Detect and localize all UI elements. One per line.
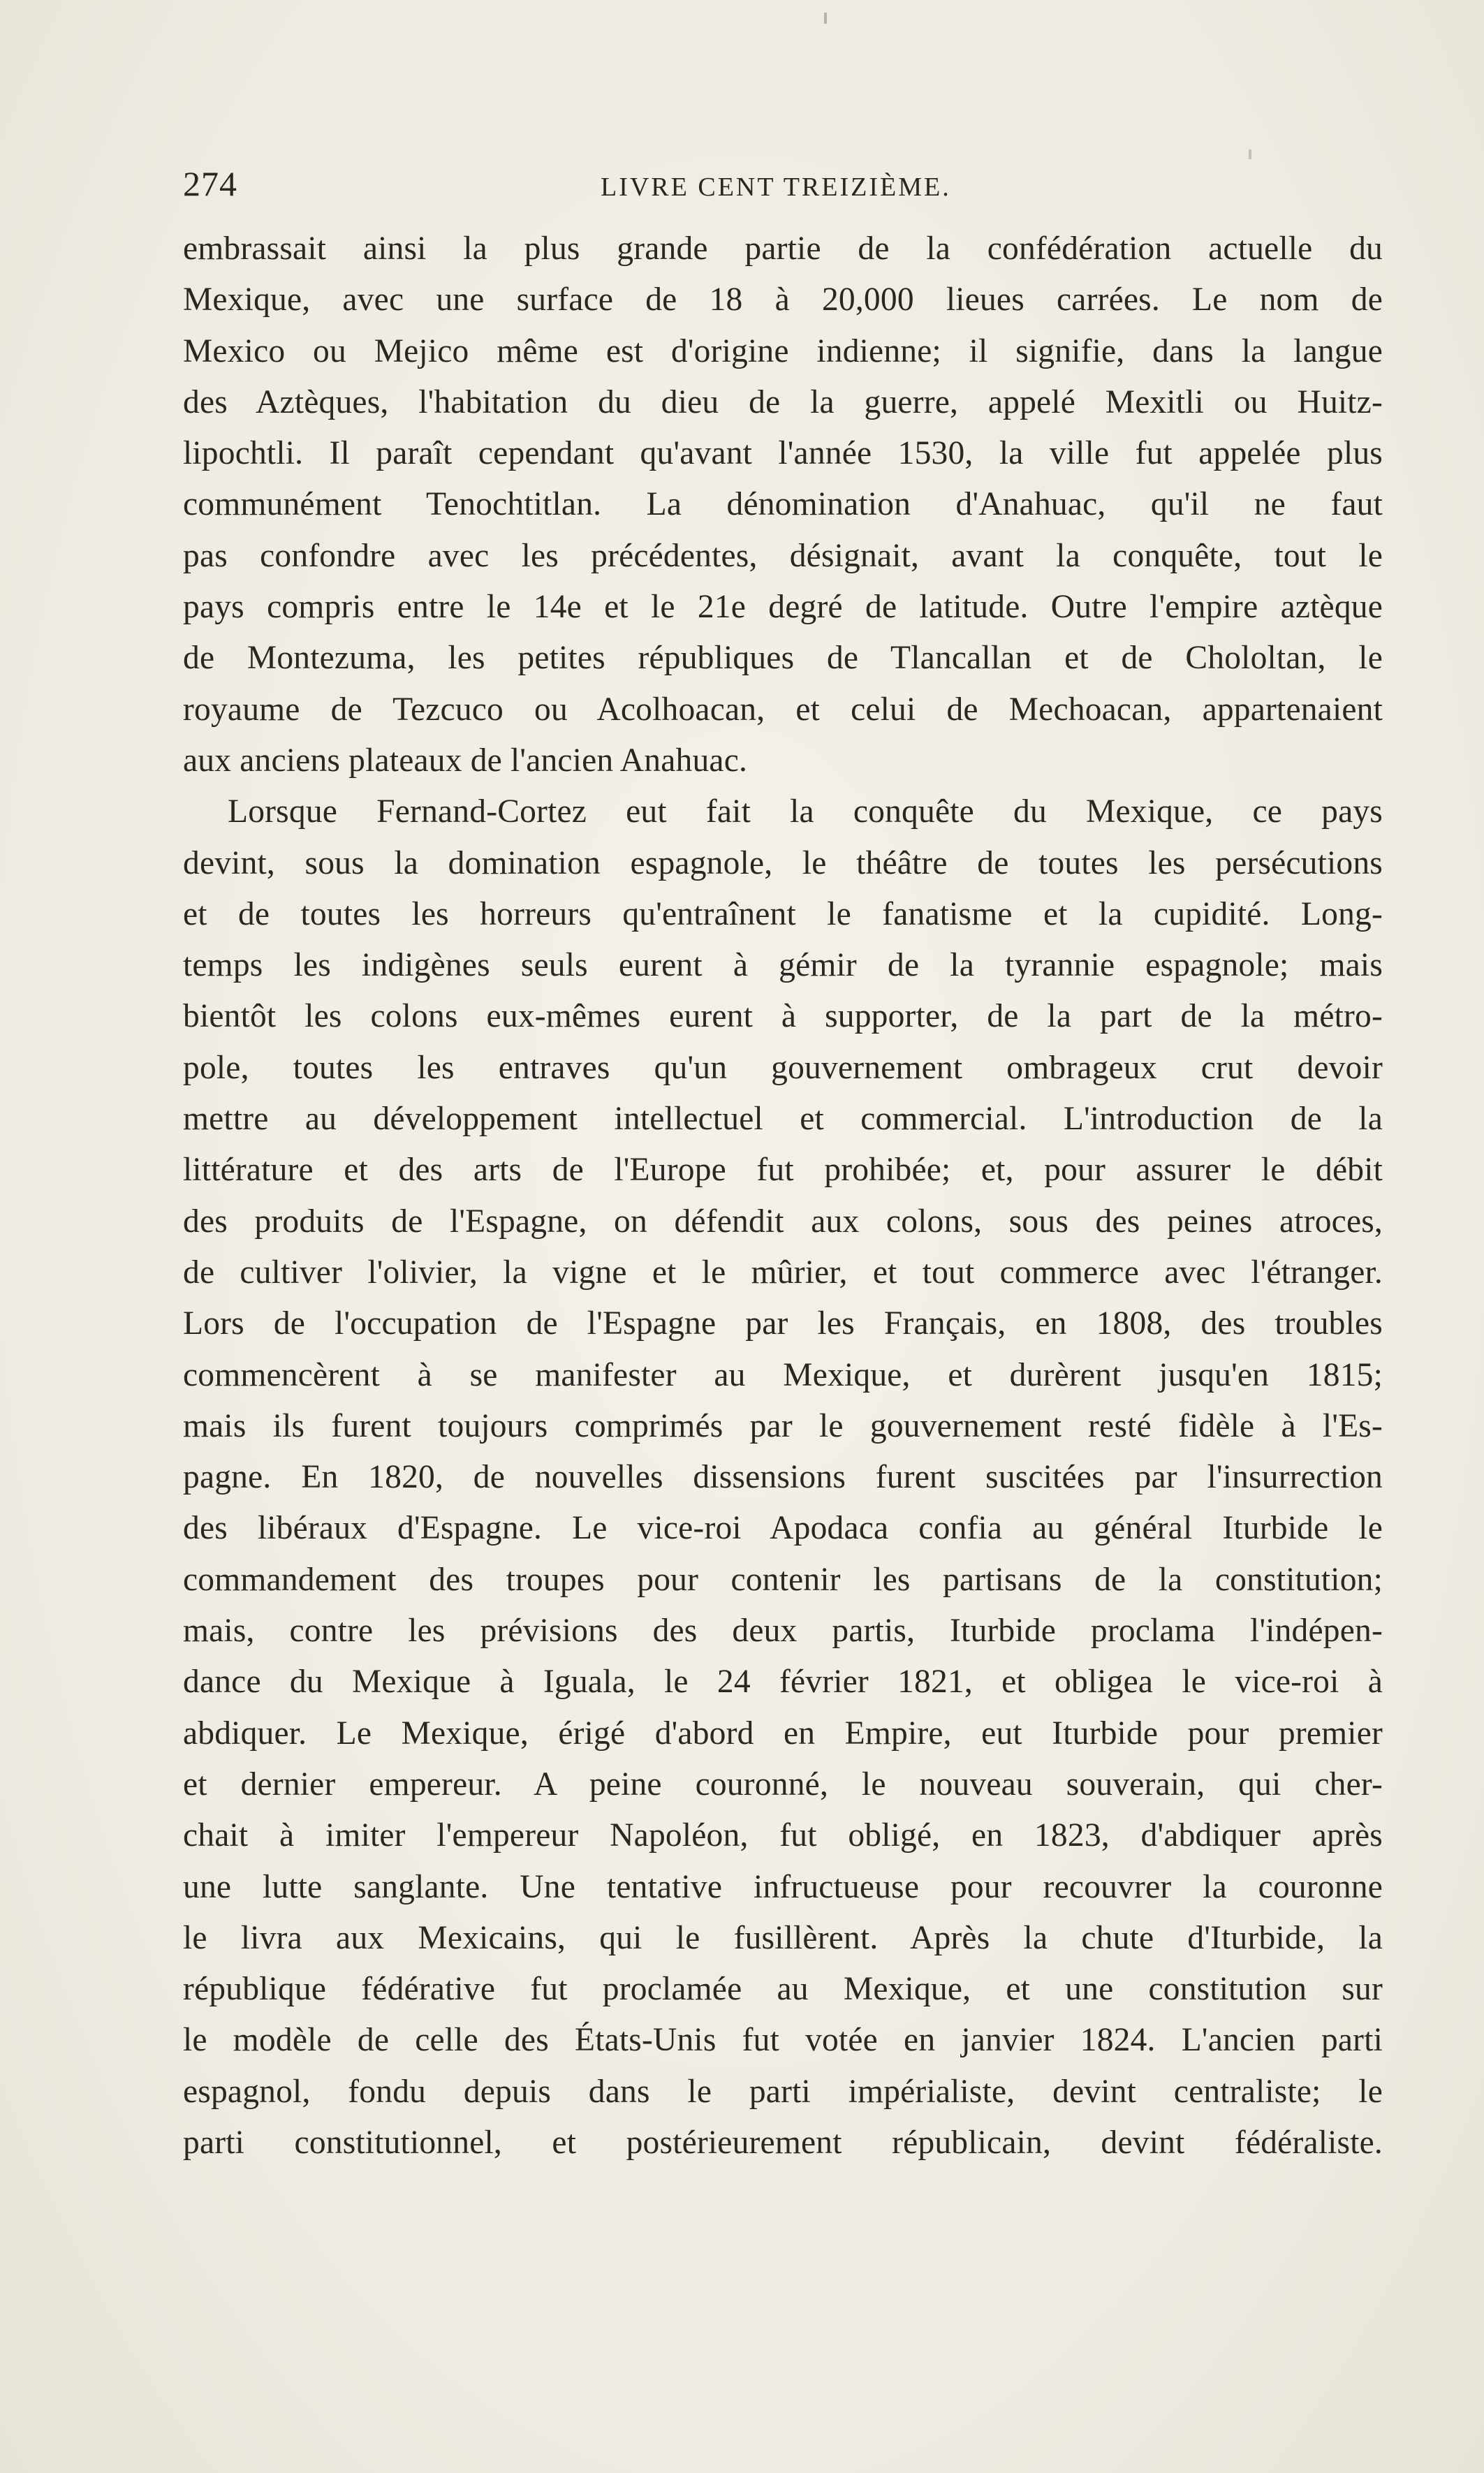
- page-speck: [1249, 149, 1251, 159]
- text-line: des produits de l'Espagne, on défendit aux colons, sous des peines atroces,: [183, 1203, 1383, 1240]
- text-line: le modèle de celle des États-Unis fut votée en janvier 1824. L'ancien parti: [183, 2022, 1383, 2059]
- text-line: mettre au développement intellectuel et commercial. L'introduction de la: [183, 1101, 1383, 1138]
- text-line: Mexico ou Mejico même est d'origine indienne; il signifie, dans la langue: [183, 332, 1383, 369]
- text-line: devint, sous la domination espagnole, le théâtre de toutes les persécutions: [183, 844, 1383, 881]
- text-line: république fédérative fut proclamée au Mexique, et une constitution sur: [183, 1971, 1383, 2008]
- text-line: et dernier empereur. A peine couronné, le nouveau souverain, qui cher-: [183, 1766, 1383, 1803]
- text-line: espagnol, fondu depuis dans le parti impérialiste, devint centraliste; le: [183, 2073, 1383, 2110]
- text-line: abdiquer. Le Mexique, érigé d'abord en Empire, eut Iturbide pour premier: [183, 1715, 1383, 1752]
- body-text: [183, 223, 1383, 2169]
- text-line: pays compris entre le 14e et le 21e degré de latitude. Outre l'empire aztèque: [183, 589, 1383, 626]
- text-line: pagne. En 1820, de nouvelles dissensions furent suscitées par l'insurrection: [183, 1459, 1383, 1496]
- running-head: [183, 159, 1356, 208]
- text-line: bientôt les colons eux-mêmes eurent à supporter, de la part de la métro-: [183, 998, 1383, 1035]
- text-line: pole, toutes les entraves qu'un gouvernement ombrageux crut devoir: [183, 1049, 1383, 1086]
- text-line: temps les indigènes seuls eurent à gémir de la tyrannie espagnole; mais: [183, 947, 1383, 984]
- text-line: commencèrent à se manifester au Mexique, et durèrent jusqu'en 1815;: [183, 1356, 1383, 1393]
- text-line: commandement des troupes pour contenir les partisans de la constitution;: [183, 1561, 1383, 1598]
- text-line: dance du Mexique à Iguala, le 24 février 1821, et obligea le vice-roi à: [183, 1664, 1383, 1701]
- text-line: chait à imiter l'empereur Napoléon, fut obligé, en 1823, d'abdiquer après: [183, 1817, 1383, 1854]
- text-line: communément Tenochtitlan. La dénomination d'Anahuac, qu'il ne faut: [183, 486, 1383, 523]
- text-line: de cultiver l'olivier, la vigne et le mûrier, et tout commerce avec l'étranger.: [183, 1254, 1383, 1291]
- paragraph-start-line: Lorsque Fernand-Cortez eut fait la conquête du Mexique, ce pays: [228, 793, 1383, 830]
- text-line: une lutte sanglante. Une tentative infructueuse pour recouvrer la couronne: [183, 1868, 1383, 1905]
- text-line: le livra aux Mexicains, qui le fusillèrent. Après la chute d'Iturbide, la: [183, 1919, 1383, 1956]
- text-line: royaume de Tezcuco ou Acolhoacan, et celui de Mechoacan, appartenaient: [183, 691, 1383, 728]
- text-line: des libéraux d'Espagne. Le vice-roi Apodaca confia au général Iturbide le: [183, 1510, 1383, 1547]
- text-line: Lors de l'occupation de l'Espagne par les Français, en 1808, des troubles: [183, 1305, 1383, 1342]
- page-number: 274: [183, 164, 237, 203]
- text-line: mais, contre les prévisions des deux partis, Iturbide proclama l'indépen-: [183, 1613, 1383, 1650]
- text-line: littérature et des arts de l'Europe fut prohibée; et, pour assurer le débit: [183, 1152, 1383, 1189]
- text-line: de Montezuma, les petites républiques de Tlancallan et de Chololtan, le: [183, 640, 1383, 677]
- text-line: pas confondre avec les précédentes, désignait, avant la conquête, tout le: [183, 537, 1383, 574]
- paragraph-end-line: aux anciens plateaux de l'ancien Anahuac.: [183, 742, 748, 779]
- text-line: lipochtli. Il paraît cependant qu'avant l'année 1530, la ville fut appelée plus: [183, 435, 1383, 472]
- text-line: parti constitutionnel, et postérieurement républicain, devint fédéraliste.: [183, 2124, 1383, 2161]
- text-line: des Aztèques, l'habitation du dieu de la guerre, appelé Mexitli ou Huitz-: [183, 383, 1383, 420]
- text-line: mais ils furent toujours comprimés par le gouvernement resté fidèle à l'Es-: [183, 1407, 1383, 1444]
- text-line: et de toutes les horreurs qu'entraînent le fanatisme et la cupidité. Long-: [183, 895, 1383, 932]
- running-title: LIVRE CENT TREIZIÈME.: [601, 173, 951, 202]
- page-mark: [824, 13, 827, 24]
- text-line: embrassait ainsi la plus grande partie de la confédération actuelle du: [183, 230, 1383, 267]
- text-line: Mexique, avec une surface de 18 à 20,000 lieues carrées. Le nom de: [183, 281, 1383, 318]
